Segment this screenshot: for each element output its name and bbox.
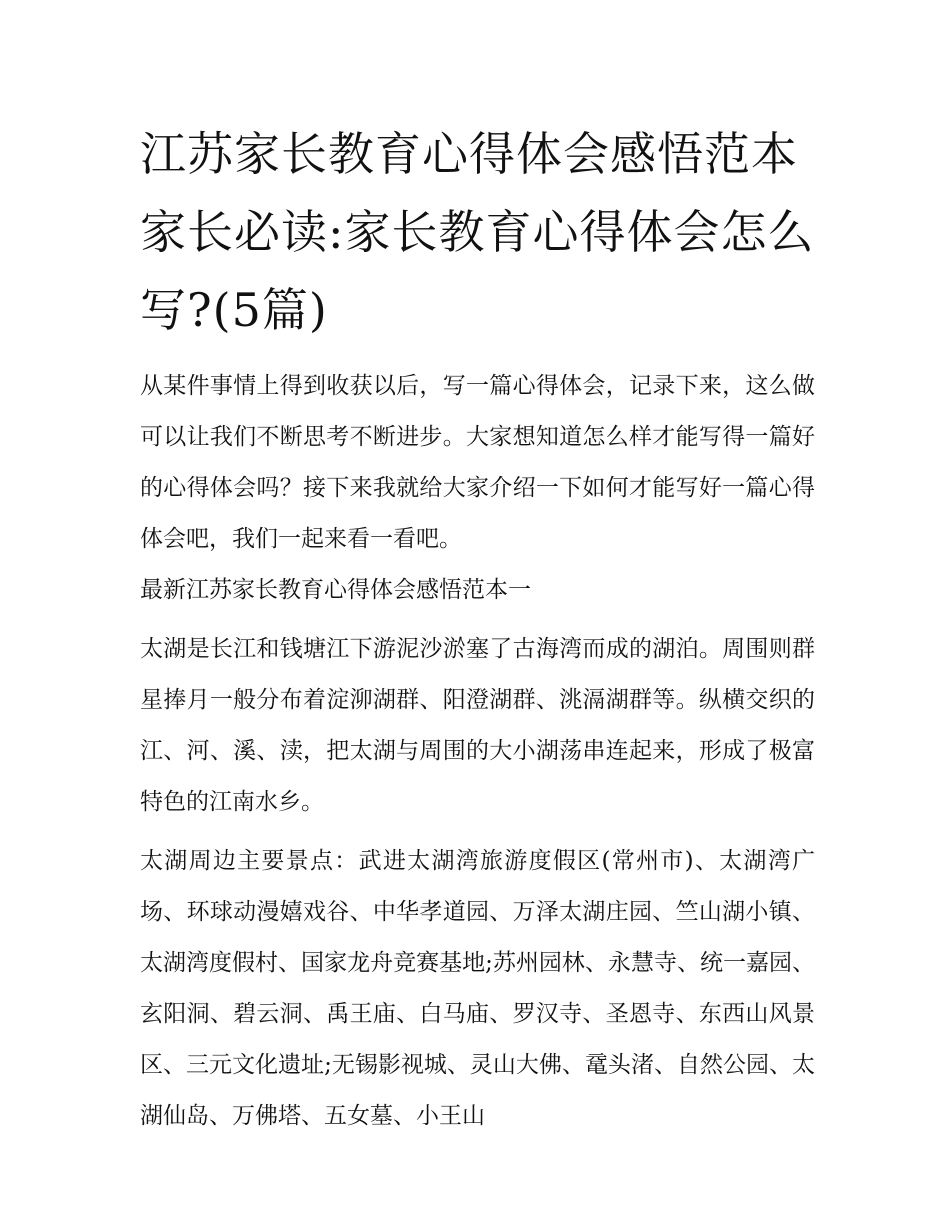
intro-paragraph: 从某件事情上得到收获以后，写一篇心得体会，记录下来，这么做可以让我们不断思考不断进步。大家想知道怎么样才能写得一篇好的心得体会吗？接下来我就给大家介绍一下如何才能写好一篇心得体会吧，我们一起来看一看吧。 [140, 373, 815, 552]
body-paragraph-attractions: 太湖周边主要景点：武进太湖湾旅游度假区(常州市)、太湖湾广场、环球动漫嬉戏谷、中华孝道园、万泽太湖庄园、竺山湖小镇、太湖湾度假村、国家龙舟竞赛基地;苏州园林、永慧寺、统一嘉园、玄阳洞、碧云洞、禹王庙、白马庙、罗汉寺、圣恩寺、东西山风景区、三元文化遗址;无锡影视城、灵山大佛、鼋头渚、自然公园、太湖仙岛、万佛塔、五女墓、小王山 [140, 848, 815, 1129]
document-title: 江苏家长教育心得体会感悟范本 家长必读:家长教育心得体会怎么写?(5篇) [140, 127, 815, 337]
document-page [140, 115, 815, 1142]
body-paragraph-taihu: 太湖是长江和钱塘江下游泥沙淤塞了古海湾而成的湖泊。周围则群星捧月一般分布着淀泖湖群、阳澄湖群、洮滆湖群等。纵横交织的江、河、溪、渎，把太湖与周围的大小湖荡串连起来，形成了极富特色的江南水乡。 [140, 636, 815, 815]
section-heading: 最新江苏家长教育心得体会感悟范本一 [140, 577, 531, 603]
